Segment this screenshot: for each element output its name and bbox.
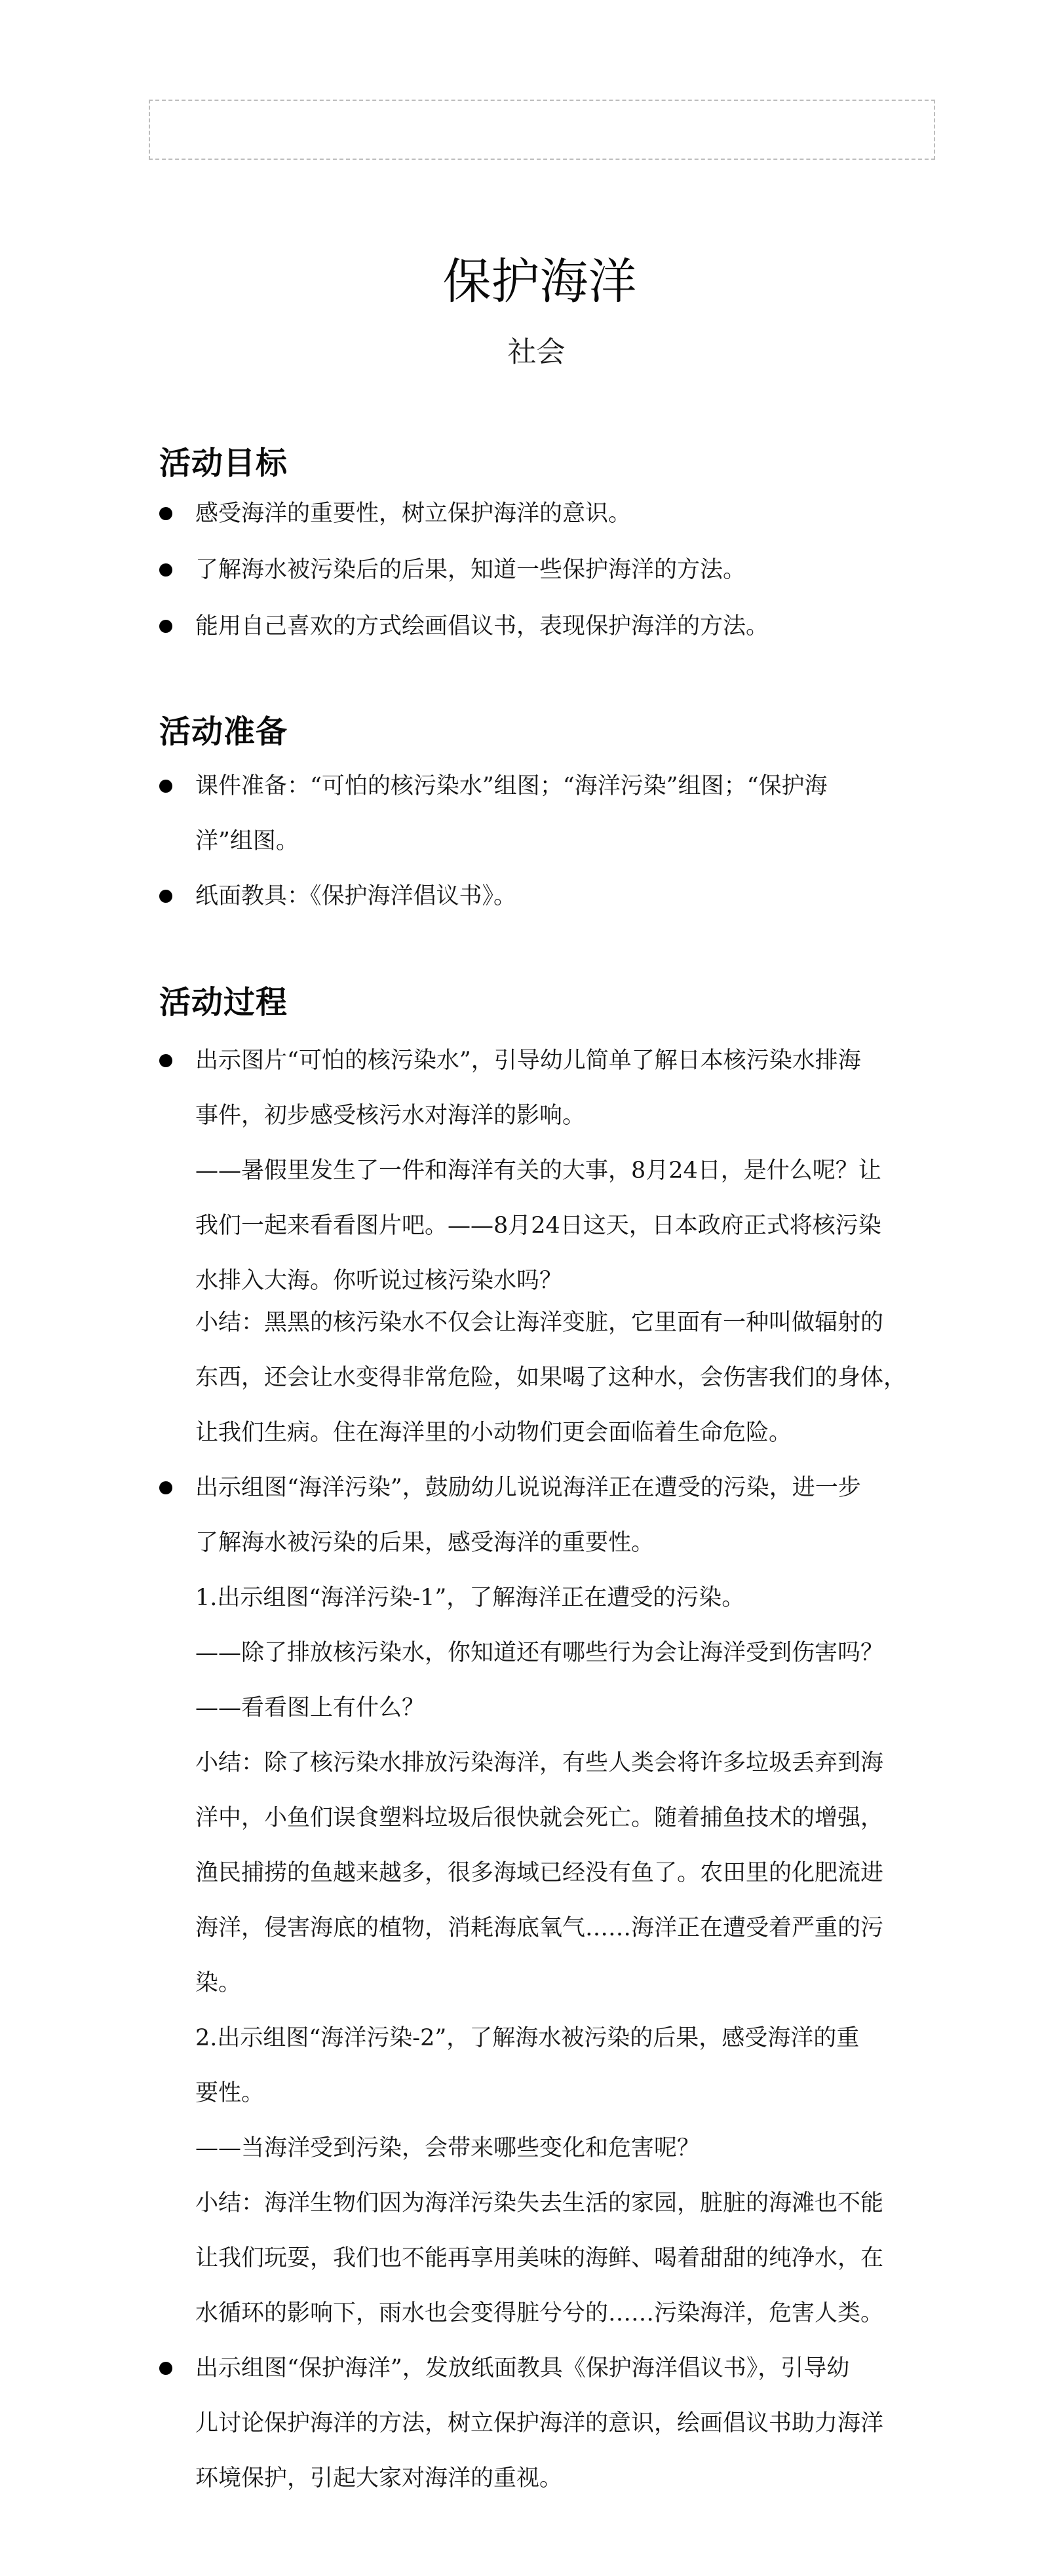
paragraph-line: 染。 — [195, 1970, 242, 1996]
paragraph-line: 2.出示组图“海洋污染-2”，了解海水被污染的后果，感受海洋的重 — [195, 2025, 860, 2051]
paragraph-line: 水循环的影响下，雨水也会变得脏兮兮的……污染海洋，危害人类。 — [195, 2300, 884, 2326]
section-activity-process — [159, 975, 939, 2506]
lesson-content — [159, 436, 939, 2506]
item-text: 感受海洋的重要性，树立保护海洋的意识。 — [195, 501, 632, 527]
list-item — [159, 542, 939, 598]
bullet-dot-icon — [159, 890, 172, 903]
bullet-dot-icon — [159, 780, 172, 793]
item-text: 出示组图“海洋污染”，鼓励幼儿说说海洋正在遭受的污染，进一步 — [195, 1475, 861, 1501]
bullet-dot-icon — [159, 507, 172, 520]
item-text: 洋”组图。 — [195, 828, 299, 854]
item-text: 出示图片“可怕的核污染水”，引导幼儿简单了解日本核污染水排海 — [195, 1048, 861, 1074]
question-paragraph — [195, 1625, 939, 1680]
item-text: 课件准备：“可怕的核污染水”组图；“海洋污染”组图；“保护海 — [195, 773, 828, 799]
paragraph-line: 小结：黑黑的核污染水不仅会让海洋变脏，它里面有一种叫做辐射的 — [195, 1310, 884, 1336]
bullet-dot-icon — [159, 1481, 172, 1494]
item-text: 环境保护，引起大家对海洋的重视。 — [195, 2465, 563, 2491]
list-item — [159, 1460, 939, 2341]
paragraph-line: 1.出示组图“海洋污染-1”，了解海洋正在遭受的污染。 — [195, 1585, 745, 1611]
paragraph-line: ——看看图上有什么？ — [195, 1695, 425, 1721]
bullet-dot-icon — [159, 620, 172, 633]
section-activity-goals — [159, 436, 939, 654]
list-item — [159, 485, 939, 542]
page-title: 保护海洋 — [442, 254, 637, 310]
paragraph-line: 我们一起来看看图片吧。——8月24日这天，日本政府正式将核污染 — [195, 1213, 881, 1239]
item-text: 了解海水被污染后的后果，知道一些保护海洋的方法。 — [195, 557, 746, 583]
bullet-dot-icon — [159, 1054, 172, 1067]
list-item — [159, 759, 939, 869]
summary-paragraph — [195, 2176, 939, 2341]
paragraph-line: 要性。 — [195, 2080, 265, 2106]
paragraph-line: ——暑假里发生了一件和海洋有关的大事，8月24日，是什么呢？让 — [195, 1158, 881, 1184]
paragraph-line: 海洋，侵害海底的植物，消耗海底氧气……海洋正在遭受着严重的污 — [195, 1915, 884, 1941]
item-text: 出示组图“保护海洋”，发放纸面教具《保护海洋倡议书》，引导幼 — [195, 2355, 850, 2381]
bullet-dot-icon — [159, 563, 172, 577]
list-item — [159, 598, 939, 654]
section-heading: 活动准备 — [159, 713, 288, 750]
paragraph-line: 东西，还会让水变得非常危险，如果喝了这种水，会伤害我们的身体， — [195, 1365, 907, 1391]
item-text: 能用自己喜欢的方式绘画倡议书，表现保护海洋的方法。 — [195, 613, 769, 639]
paragraph-line: 让我们玩耍，我们也不能再享用美味的海鲜、喝着甜甜的纯净水，在 — [195, 2245, 884, 2271]
paragraph-line: 小结：除了核污染水排放污染海洋，有些人类会将许多垃圾丢弃到海 — [195, 1750, 884, 1776]
paragraph-line: 让我们生病。住在海洋里的小动物们更会面临着生命危险。 — [195, 1420, 792, 1446]
section-heading: 活动过程 — [159, 984, 288, 1021]
bullet-dot-icon — [159, 2362, 172, 2375]
step-paragraph — [195, 2011, 939, 2121]
list-item — [159, 2341, 939, 2506]
header-placeholder-box — [149, 100, 935, 160]
step-paragraph — [195, 1570, 939, 1625]
page-subtitle: 社会 — [507, 335, 566, 369]
paragraph-line: 洋中，小鱼们误食塑料垃圾后很快就会死亡。随着捕鱼技术的增强， — [195, 1805, 884, 1831]
dialogue-paragraph — [195, 1143, 939, 1308]
item-text: 儿讨论保护海洋的方法，树立保护海洋的意识，绘画倡议书助力海洋 — [195, 2410, 884, 2436]
paragraph-line: 渔民捕捞的鱼越来越多，很多海域已经没有鱼了。农田里的化肥流进 — [195, 1860, 884, 1886]
paragraph-line: ——当海洋受到污染，会带来哪些变化和危害呢？ — [195, 2135, 701, 2161]
item-text: 事件，初步感受核污水对海洋的影响。 — [195, 1103, 586, 1129]
question-paragraph — [195, 1680, 939, 1735]
list-item — [159, 869, 939, 924]
summary-paragraph — [195, 1295, 939, 1460]
list-item — [159, 1033, 939, 1460]
item-text: 纸面教具：《保护海洋倡议书》。 — [195, 883, 517, 909]
paragraph-line: 水排入大海。你听说过核污染水吗？ — [195, 1268, 563, 1294]
section-activity-preparation — [159, 704, 939, 924]
item-text: 了解海水被污染的后果，感受海洋的重要性。 — [195, 1530, 655, 1556]
paragraph-line: 小结：海洋生物们因为海洋污染失去生活的家园，脏脏的海滩也不能 — [195, 2190, 884, 2216]
section-heading: 活动目标 — [159, 445, 288, 482]
paragraph-line: ——除了排放核污染水，你知道还有哪些行为会让海洋受到伤害吗？ — [195, 1640, 884, 1666]
summary-paragraph — [195, 1735, 939, 2011]
question-paragraph — [195, 2121, 939, 2176]
